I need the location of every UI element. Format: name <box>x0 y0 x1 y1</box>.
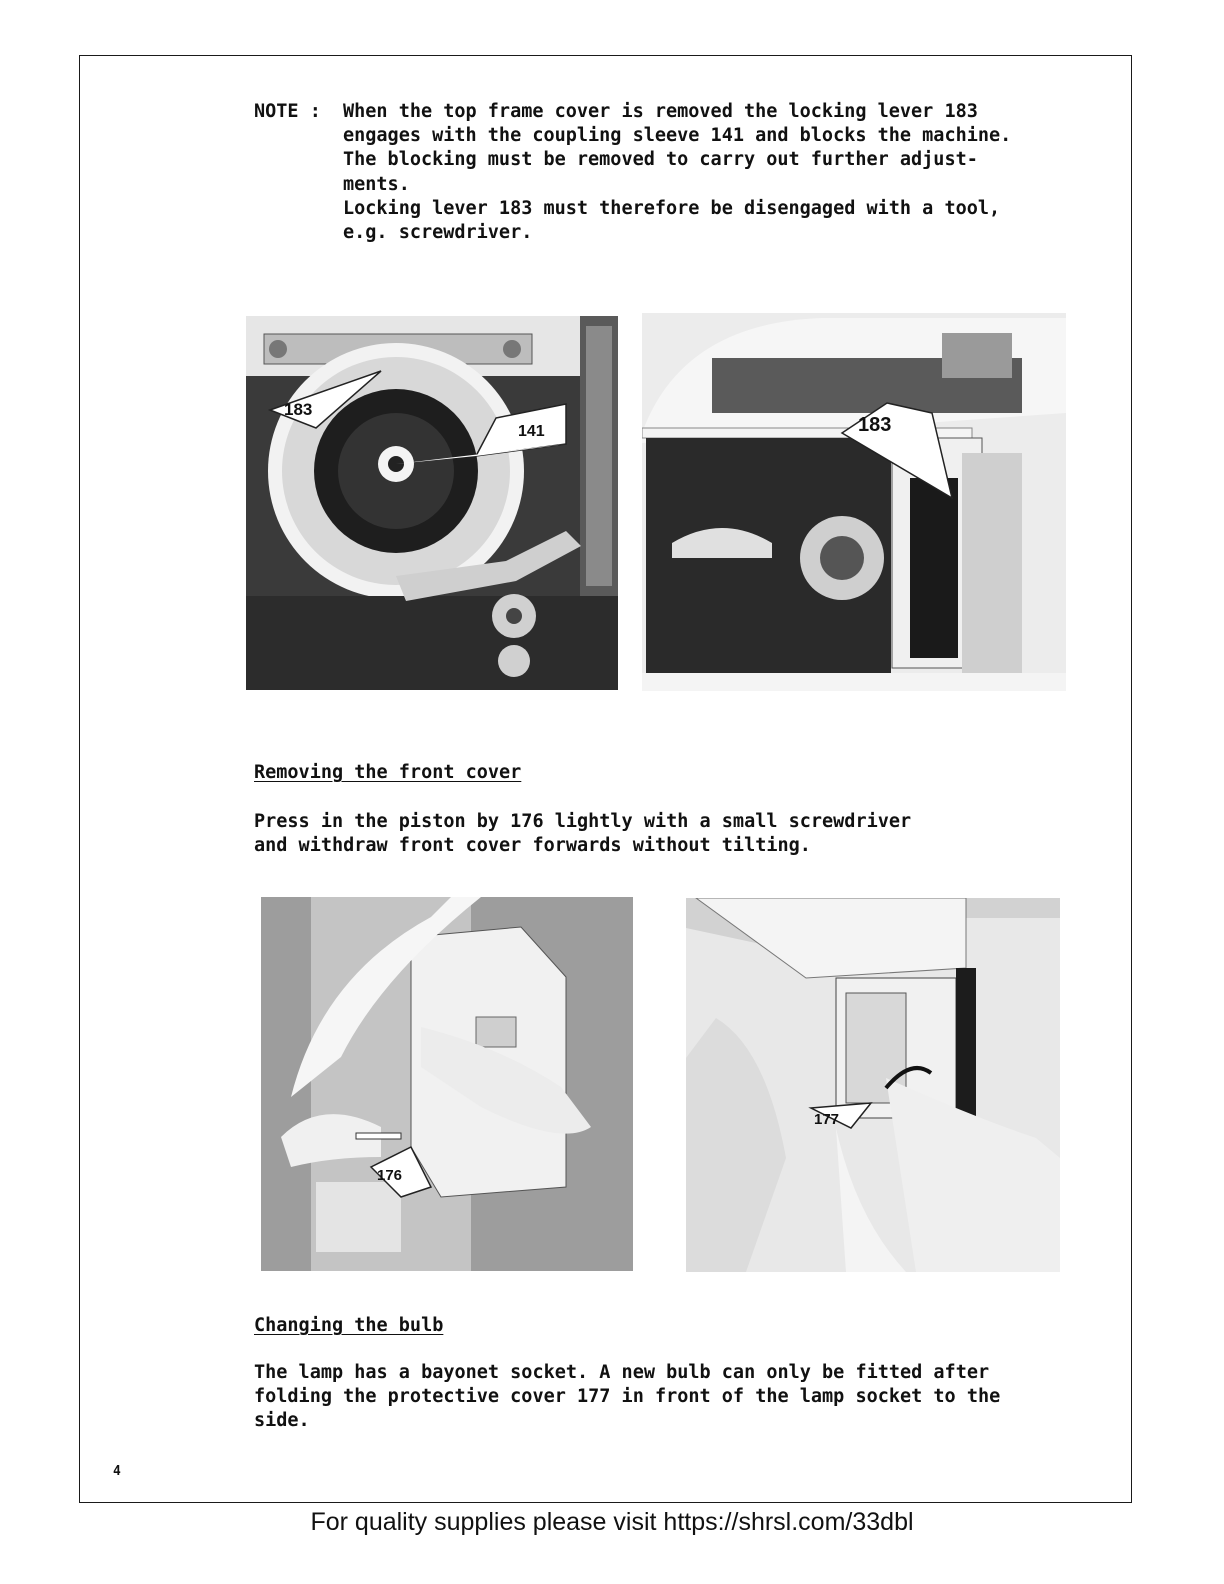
photo-machine-interior <box>642 313 1066 691</box>
note-line: Locking lever 183 must therefore be disengaged with a tool, <box>343 197 1001 219</box>
section-body-changing-bulb <box>254 1361 1000 1434</box>
callout-183: 183 <box>284 400 313 419</box>
body-line: The lamp has a bayonet socket. A new bulb can only be fitted after <box>254 1362 990 1383</box>
note-line: e.g. screwdriver. <box>343 222 533 244</box>
body-line: and withdraw front cover forwards without tilting. <box>254 835 811 857</box>
section-heading-changing-bulb: Changing the bulb <box>254 1315 444 1336</box>
section-body-front-cover <box>254 810 911 858</box>
page-frame <box>79 55 1132 1503</box>
note-label: NOTE : <box>254 101 321 122</box>
callout-176: 176 <box>377 1167 403 1184</box>
photo-lamp-cover <box>686 898 1060 1272</box>
footer-promo: For quality supplies please visit https://shrsl.com/33dbl <box>310 1508 914 1536</box>
body-line: Press in the piston by 176 lightly with a small screwdriver <box>254 811 912 832</box>
note-line: The blocking must be removed to carry out further adjust- <box>343 149 978 171</box>
callout-141: 141 <box>518 423 545 440</box>
photo-coupling-sleeve <box>246 316 618 690</box>
note-line: ments. <box>343 173 410 195</box>
section-heading-front-cover: Removing the front cover <box>254 762 522 783</box>
body-line: folding the protective cover 177 in front of the lamp socket to the <box>254 1386 1001 1408</box>
callout-177: 177 <box>814 1111 840 1128</box>
page-number: 4 <box>113 1464 121 1479</box>
photo-press-piston <box>261 897 633 1271</box>
note-body <box>343 100 1043 245</box>
callout-183: 183 <box>858 414 892 436</box>
note-line: When the top frame cover is removed the locking lever 183 <box>343 101 978 122</box>
note-line: engages with the coupling sleeve 141 and blocks the machine. <box>343 125 1012 147</box>
body-line: side. <box>254 1410 310 1432</box>
